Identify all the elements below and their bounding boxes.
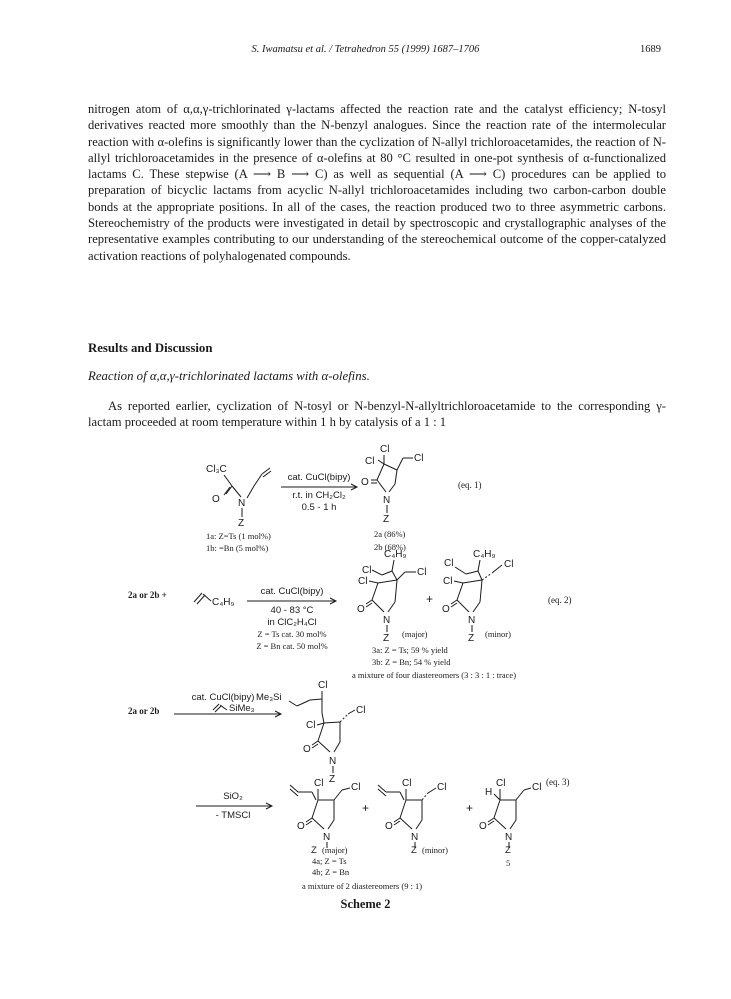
sm-z: Z [238, 518, 245, 529]
eq2-bn-loading: Z = Bn cat. 50 mol% [256, 641, 328, 651]
int-oxygen: O [303, 744, 311, 755]
eq2-ts-loading: Z = Ts cat. 30 mol% [257, 629, 327, 639]
eq3-reagent-sime3: SiMe₃ [229, 703, 255, 714]
p3-cl-b: Cl [358, 576, 368, 587]
p4m-z: Z [411, 845, 417, 856]
p3-cl-a: Cl [362, 565, 372, 576]
p4-oxygen: O [297, 821, 305, 832]
eq2 [128, 549, 572, 680]
sm-oxygen: O [212, 494, 220, 505]
eq3-label: (eq. 3) [546, 777, 570, 787]
sm-nitrogen: N [238, 498, 246, 509]
p-2a: 2a (86%) [374, 529, 406, 539]
p5-nitrogen: N [505, 832, 513, 843]
p4-major: (major) [322, 845, 348, 855]
eq3-diastereomer-note: a mixture of 2 diastereomers (9 : 1) [302, 881, 423, 891]
p4m-cl-b: Cl [437, 782, 447, 793]
cl3c-label: Cl₃C [206, 464, 227, 475]
scheme-caption: Scheme 2 [340, 897, 391, 911]
eq3-tmscl: - TMSCl [215, 810, 251, 821]
eq2-temp: 40 - 83 °C [270, 605, 314, 616]
int-me3si: Me₃Si [256, 692, 282, 703]
eq3-plus-2: + [466, 801, 474, 815]
int-cl-left: Cl [306, 720, 316, 731]
p3m-cl-c: Cl [504, 559, 514, 570]
sm-1a: 1a: Z=Ts (1 mol%) [206, 531, 271, 541]
yield-3a: 3a: Z = Ts; 59 % yield [372, 645, 448, 655]
p4m-oxygen: O [385, 821, 393, 832]
paragraph-results: As reported earlier, cyclization of N-tosyl or N-benzyl-N-allyltrichloroacetamide to the corresponding γ-lactam proceeded at room temperature within 1 h by catalysis of a 1 : 1 [88, 399, 666, 430]
p4m-nitrogen: N [411, 832, 419, 843]
p4m-minor: (minor) [422, 845, 448, 855]
int-nitrogen: N [329, 756, 337, 767]
eq2-plus: + [426, 592, 434, 606]
eq1-label: (eq. 1) [458, 480, 482, 490]
p3m-c4h9: C₄H₉ [473, 549, 496, 560]
eq1-time: 0.5 - 1 h [301, 502, 337, 513]
p4b-label: 4b; Z = Bn [312, 867, 350, 877]
eq1 [206, 444, 482, 553]
eq1-solvent: r.t. in CH₂Cl₂ [292, 490, 346, 501]
p3m-nitrogen: N [468, 615, 476, 626]
eq2-diastereomer-note: a mixture of four diastereomers (3 : 3 : 1 : trace) [352, 670, 517, 680]
p4-cl-a: Cl [314, 778, 324, 789]
p4a-label: 4a; Z = Ts [312, 856, 347, 866]
int-cl-top: Cl [318, 680, 328, 691]
p3-cl-c: Cl [417, 567, 427, 578]
p4-z: Z [311, 845, 317, 856]
journal-citation: S. Iwamatsu et al. / Tetrahedron 55 (1999) 1687–1706 [251, 44, 480, 55]
eq2-solvent: in ClC₂H₄Cl [267, 617, 317, 628]
eq3 [128, 680, 570, 891]
olefin-c4h9: C₄H₉ [212, 597, 235, 608]
p5-z: Z [505, 845, 511, 856]
p4m-cl-a: Cl [402, 778, 412, 789]
int-cl-right: Cl [356, 705, 366, 716]
p5-h: H [485, 787, 493, 798]
p2-nitrogen: N [383, 495, 391, 506]
p3m-minor: (minor) [485, 629, 511, 639]
eq3-catalyst: cat. CuCl(bipy) [191, 692, 255, 703]
p3-oxygen: O [357, 604, 365, 615]
p5-oxygen: O [479, 821, 487, 832]
p5-label: 5 [506, 858, 511, 868]
eq2-reactant: 2a or 2b + [128, 590, 167, 600]
eq3-reactant: 2a or 2b [128, 706, 160, 716]
page-number: 1689 [640, 44, 661, 55]
p2-z: Z [383, 514, 390, 525]
p2-cl-top: Cl [380, 444, 390, 455]
p5-cl-a: Cl [496, 778, 506, 789]
p3-c4h9: C₄H₉ [384, 549, 407, 560]
p4-cl-b: Cl [351, 782, 361, 793]
p3-nitrogen: N [383, 615, 391, 626]
p-2b: 2b (68%) [374, 542, 406, 552]
p2-cl-left: Cl [365, 456, 375, 467]
p3-z: Z [383, 633, 390, 644]
section-heading: Results and Discussion [88, 341, 213, 355]
p3m-cl-a: Cl [444, 558, 454, 569]
eq2-catalyst: cat. CuCl(bipy) [260, 586, 324, 597]
subsection-heading: Reaction of α,α,γ-trichlorinated lactams with α-olefins. [88, 369, 370, 383]
eq3-plus-1: + [362, 801, 370, 815]
p2-cl-right: Cl [414, 453, 424, 464]
sm-1b: 1b: =Bn (5 mol%) [206, 543, 269, 553]
p3-major: (major) [402, 629, 428, 639]
int-z: Z [329, 774, 336, 785]
p3m-cl-b: Cl [443, 576, 453, 587]
yield-3b: 3b: Z = Bn; 54 % yield [372, 657, 451, 667]
p4-nitrogen: N [323, 832, 331, 843]
p2-oxygen: O [361, 477, 369, 488]
eq3-sio2: SiO₂ [223, 791, 243, 802]
eq1-catalyst: cat. CuCl(bipy) [287, 472, 351, 483]
p5-cl-b: Cl [532, 782, 542, 793]
paragraph-intro: nitrogen atom of α,α,γ-trichlorinated γ-lactams affected the reaction rate and the catalyst efficiency; N-tosyl derivatives reacted more smoothly than the N-benzyl analogues. Since the reaction rate of the intermolecular reaction with α-olefins is significantly lower than the cyclization of N-allyl trichloroacetamides, the reaction of N-allyl trichloroacetamides in the presence of α-olefins at 80 °C resulted in one-pot synthesis of α-functionalized lactams C. These stepwise (A ⟶ B ⟶ C) as well as sequential (A ⟶ C) procedures can be applied to preparation of bicyclic lactams from acyclic N-allyl trichloroacetamides including two carbon-carbon double bonds at the appropriate positions. In all of the cases, the reaction produced two to three asymmetric carbons. Stereochemistry of the products were investigated in detail by spectroscopic and crystallographic analyses of the representative examples contributing to our understanding of the stereochemical outcome of the copper-catalyzed activation reactions of polyhalogenated compounds. [88, 102, 666, 263]
p3m-z: Z [468, 633, 475, 644]
eq2-label: (eq. 2) [548, 595, 572, 605]
p3m-oxygen: O [442, 604, 450, 615]
